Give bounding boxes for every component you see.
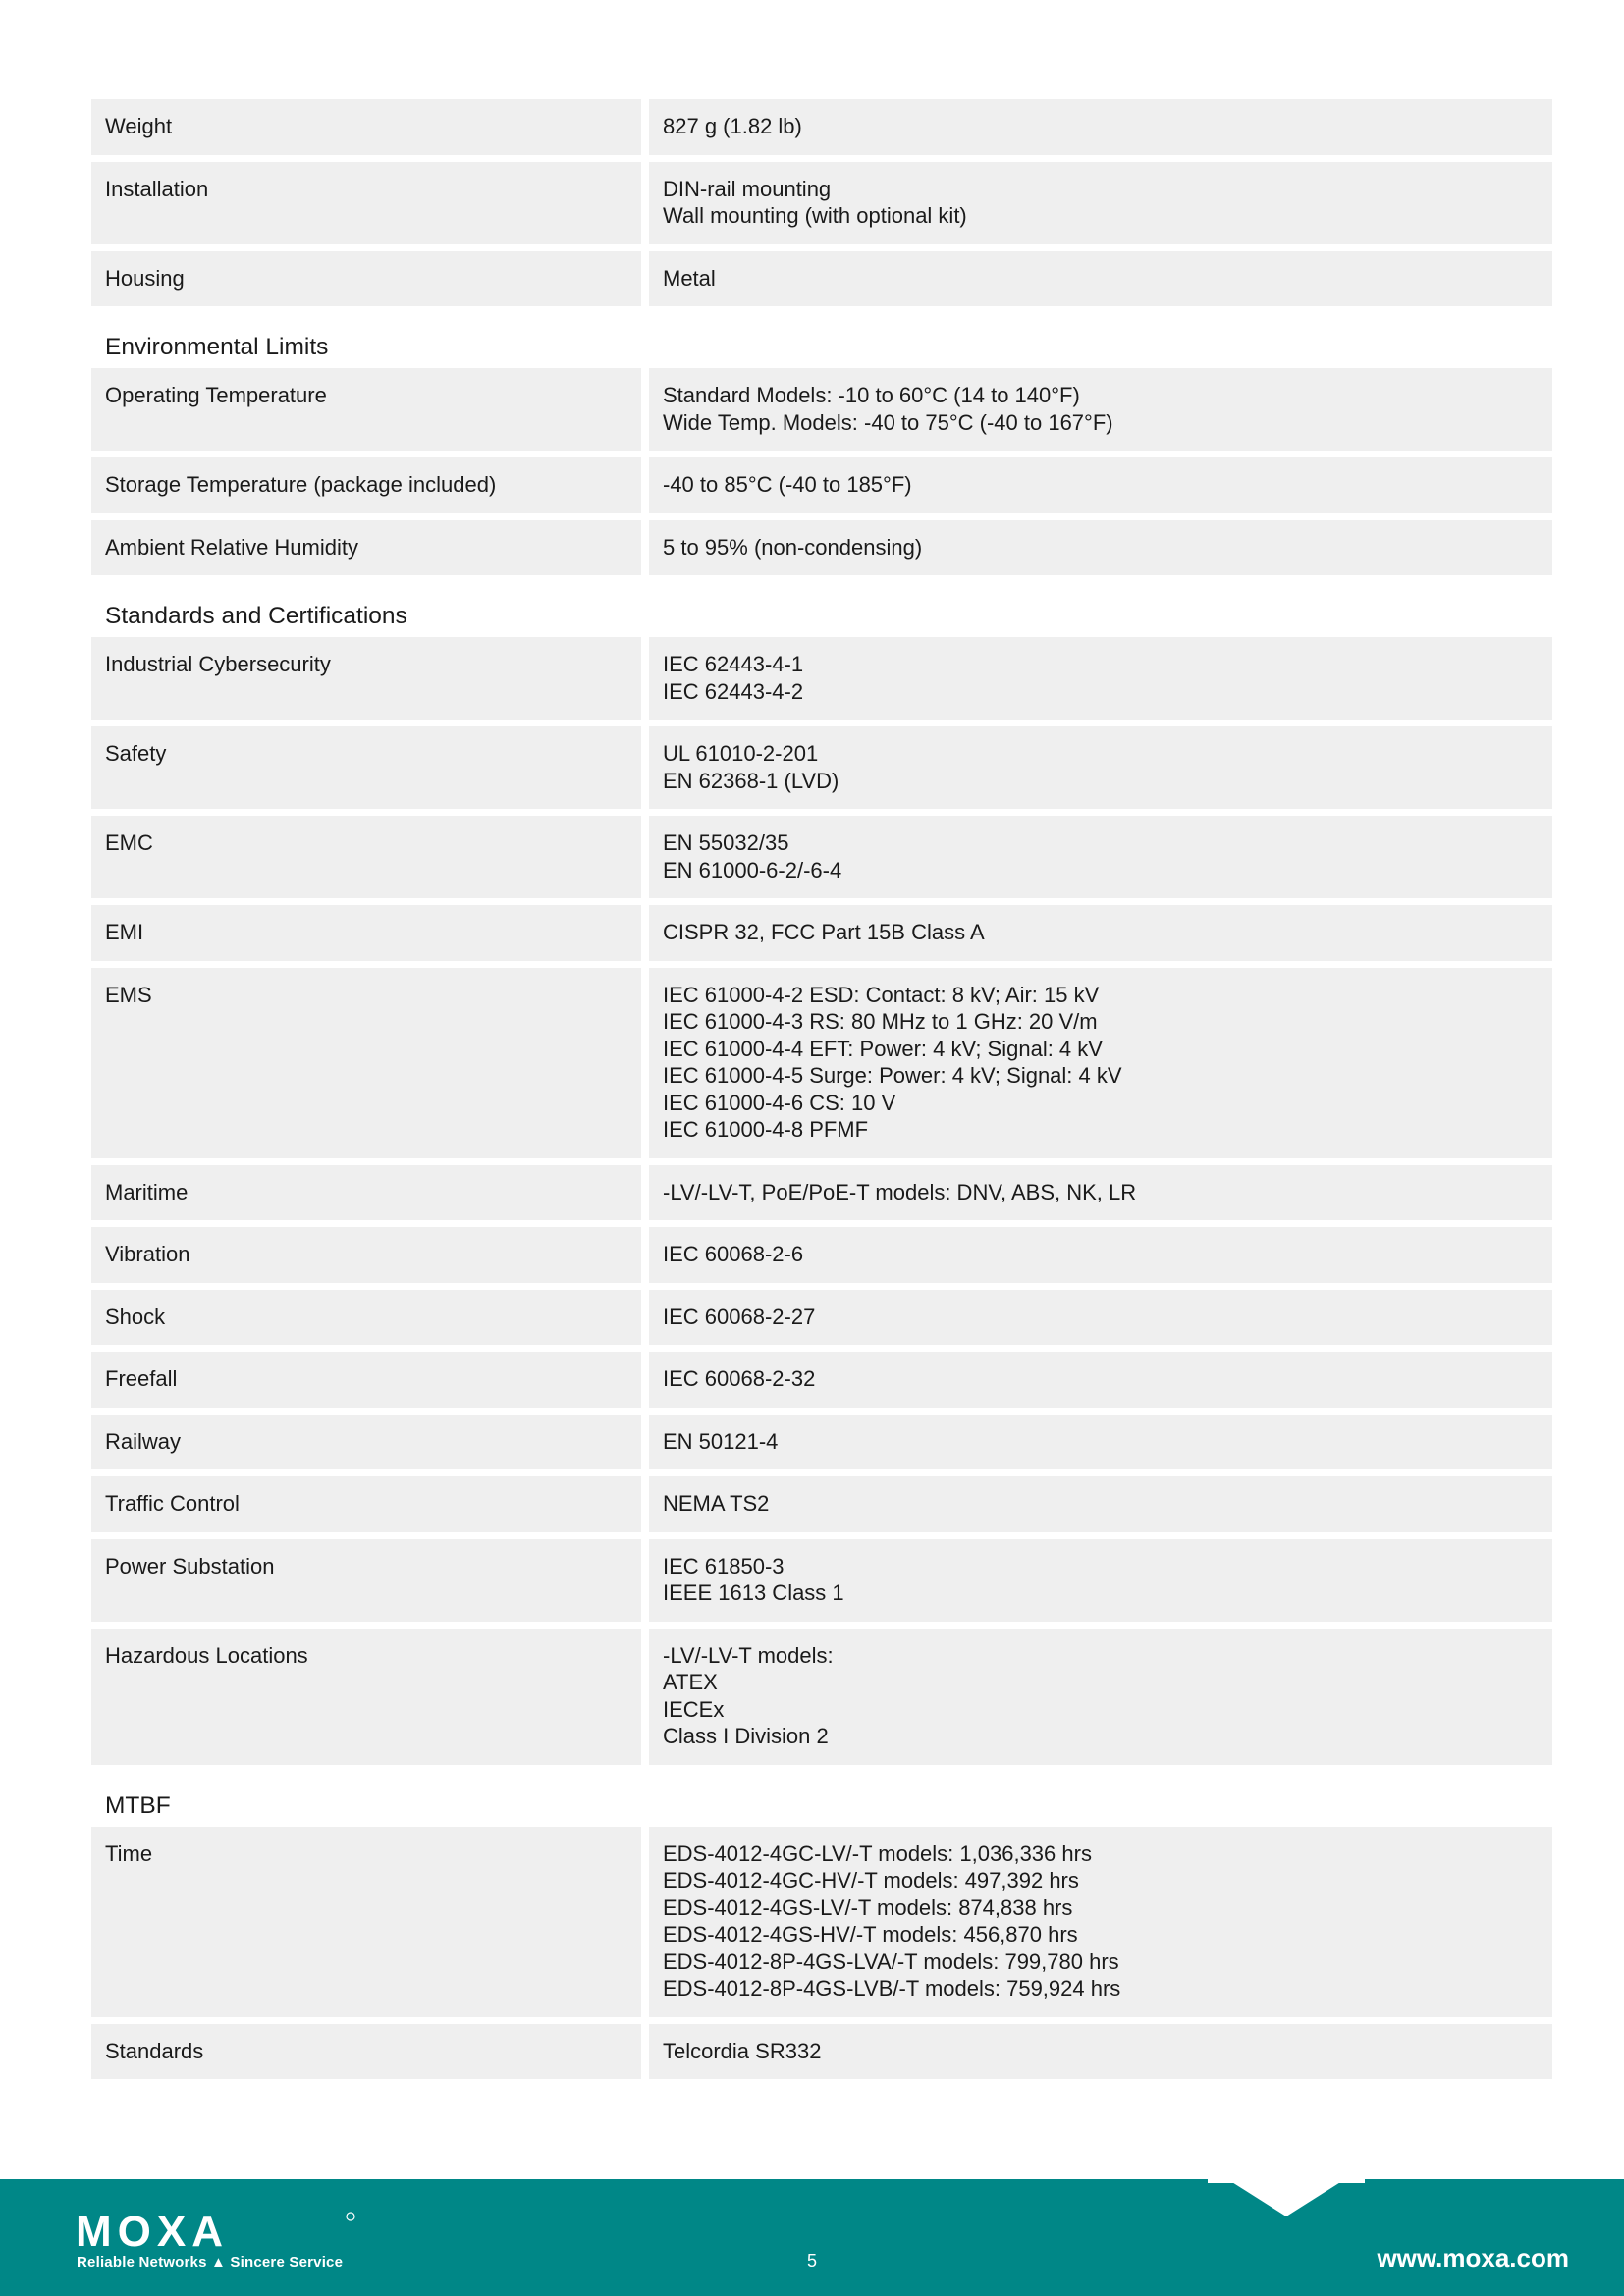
spec-value-line: 5 to 95% (non-condensing) <box>663 534 923 560</box>
spec-label: Industrial Cybersecurity <box>91 637 641 720</box>
spec-row <box>91 2024 1552 2080</box>
spec-value-line: EDS-4012-4GC-LV/-T models: 1,036,336 hrs <box>663 1841 1092 1866</box>
spec-value-line: IEC 62443-4-1 <box>663 652 804 676</box>
spec-value-line: Telcordia SR332 <box>663 2038 822 2063</box>
spec-value-line: ATEX <box>663 1670 718 1694</box>
spec-value-line: EDS-4012-4GS-LV/-T models: 874,838 hrs <box>663 1895 1073 1920</box>
spec-row <box>91 1227 1552 1283</box>
section-heading: MTBF <box>105 1791 171 1819</box>
spec-value-line: -LV/-LV-T models: <box>663 1642 834 1668</box>
spec-value-line: IEC 61850-3 <box>663 1553 785 1578</box>
spec-value-line: Class I Division 2 <box>663 1724 829 1748</box>
spec-value-line: NEMA TS2 <box>663 1491 770 1516</box>
spec-value <box>649 99 1552 155</box>
spec-label: Housing <box>91 251 641 307</box>
spec-value-line: IEC 61000-4-2 ESD: Contact: 8 kV; Air: 15 kV <box>663 982 1100 1007</box>
spec-label: Hazardous Locations <box>91 1629 641 1765</box>
spec-row <box>91 1290 1552 1346</box>
spec-value <box>649 162 1552 244</box>
spec-table <box>91 99 1552 2086</box>
spec-value-line: Wide Temp. Models: -40 to 75°C (-40 to 167°F) <box>663 409 1113 435</box>
spec-row <box>91 99 1552 155</box>
spec-label: EMS <box>91 968 641 1158</box>
spec-value-line: EN 62368-1 (LVD) <box>663 768 839 793</box>
spec-value <box>649 726 1552 809</box>
spec-value <box>649 1476 1552 1532</box>
spec-value-line: IEC 62443-4-2 <box>663 678 804 704</box>
spec-value-line: EDS-4012-8P-4GS-LVB/-T models: 759,924 hrs <box>663 1976 1121 2001</box>
website-link[interactable]: www.moxa.com <box>1377 2243 1569 2272</box>
spec-value <box>649 1290 1552 1346</box>
spec-row <box>91 1476 1552 1532</box>
spec-label: Time <box>91 1827 641 2017</box>
spec-row <box>91 162 1552 244</box>
spec-row <box>91 968 1552 1158</box>
spec-value <box>649 251 1552 307</box>
spec-value <box>649 520 1552 576</box>
spec-value-line: EDS-4012-8P-4GS-LVA/-T models: 799,780 hrs <box>663 1949 1119 1974</box>
spec-value <box>649 1539 1552 1622</box>
spec-label: Safety <box>91 726 641 809</box>
spec-row <box>91 251 1552 307</box>
spec-value-line: IEEE 1613 Class 1 <box>663 1580 844 1605</box>
spec-value-line: Metal <box>663 265 716 291</box>
spec-value <box>649 816 1552 898</box>
spec-value-line: EN 50121-4 <box>663 1428 779 1454</box>
spec-value <box>649 1352 1552 1408</box>
spec-label: Maritime <box>91 1165 641 1221</box>
spec-label: EMC <box>91 816 641 898</box>
spec-row <box>91 637 1552 720</box>
spec-value-line: -LV/-LV-T, PoE/PoE-T models: DNV, ABS, NK, LR <box>663 1179 1137 1204</box>
spec-label: Shock <box>91 1290 641 1346</box>
spec-value-line: IEC 60068-2-32 <box>663 1366 816 1391</box>
spec-value-line: CISPR 32, FCC Part 15B Class A <box>663 920 985 944</box>
tagline: Reliable Networks ▲ Sincere Service <box>77 2254 344 2270</box>
spec-row <box>91 368 1552 451</box>
spec-value-line: IEC 61000-4-5 Surge: Power: 4 kV; Signal: 4 kV <box>663 1063 1122 1088</box>
spec-value-line: -40 to 85°C (-40 to 185°F) <box>663 472 912 497</box>
spec-row <box>91 1827 1552 2017</box>
spec-row <box>91 1539 1552 1622</box>
section-heading: Environmental Limits <box>105 334 329 360</box>
spec-value <box>649 905 1552 961</box>
spec-value-line: 827 g (1.82 lb) <box>663 114 802 138</box>
spec-value-line: IEC 61000-4-3 RS: 80 MHz to 1 GHz: 20 V/m <box>663 1009 1098 1034</box>
spec-value <box>649 1165 1552 1221</box>
spec-row <box>91 816 1552 898</box>
spec-value-line: IEC 60068-2-27 <box>663 1304 816 1329</box>
spec-value <box>649 637 1552 720</box>
spec-label: Railway <box>91 1415 641 1470</box>
section-heading: Standards and Certifications <box>105 603 407 629</box>
spec-row <box>91 520 1552 576</box>
spec-row <box>91 726 1552 809</box>
spec-value <box>649 968 1552 1158</box>
spec-label: Installation <box>91 162 641 244</box>
spec-value-line: EN 55032/35 <box>663 830 789 855</box>
spec-value-line: IEC 60068-2-6 <box>663 1242 804 1266</box>
spec-label: Freefall <box>91 1352 641 1408</box>
spec-row <box>91 1415 1552 1470</box>
spec-value <box>649 1415 1552 1470</box>
spec-label: Operating Temperature <box>91 368 641 451</box>
spec-value-line: Wall mounting (with optional kit) <box>663 203 967 228</box>
spec-label: Standards <box>91 2024 641 2080</box>
spec-label: Vibration <box>91 1227 641 1283</box>
spec-value <box>649 368 1552 451</box>
spec-value <box>649 1827 1552 2017</box>
spec-value-line: Standard Models: -10 to 60°C (14 to 140°F) <box>663 383 1080 407</box>
spec-value-line: EDS-4012-4GS-HV/-T models: 456,870 hrs <box>663 1922 1078 1947</box>
spec-label: Storage Temperature (package included) <box>91 457 641 513</box>
registered-mark-icon <box>347 2213 354 2220</box>
spec-label: Ambient Relative Humidity <box>91 520 641 576</box>
spec-label: Weight <box>91 99 641 155</box>
spec-row <box>91 1165 1552 1221</box>
spec-value <box>649 1629 1552 1765</box>
spec-value-line: DIN-rail mounting <box>663 176 832 201</box>
page-number: 5 <box>806 2251 817 2270</box>
spec-value <box>649 2024 1552 2080</box>
spec-label: EMI <box>91 905 641 961</box>
moxa-logo <box>76 2211 360 2250</box>
spec-label: Power Substation <box>91 1539 641 1622</box>
spec-row <box>91 457 1552 513</box>
spec-row <box>91 1629 1552 1765</box>
spec-value-line: IEC 61000-4-6 CS: 10 V <box>663 1090 896 1115</box>
spec-value-line: IEC 61000-4-8 PFMF <box>663 1117 869 1142</box>
spec-value <box>649 457 1552 513</box>
spec-value-line: IEC 61000-4-4 EFT: Power: 4 kV; Signal: 4 kV <box>663 1036 1103 1061</box>
spec-value-line: IECEx <box>663 1696 725 1722</box>
spec-value <box>649 1227 1552 1283</box>
page-footer <box>0 2179 1624 2296</box>
footer-notch <box>1227 2179 1345 2216</box>
spec-value-line: UL 61010-2-201 <box>663 741 819 766</box>
logo-text: MOXA <box>76 2211 229 2250</box>
spec-value-line: EN 61000-6-2/-6-4 <box>663 857 842 882</box>
spec-row <box>91 905 1552 961</box>
spec-label: Traffic Control <box>91 1476 641 1532</box>
spec-row <box>91 1352 1552 1408</box>
spec-value-line: EDS-4012-4GC-HV/-T models: 497,392 hrs <box>663 1868 1079 1893</box>
